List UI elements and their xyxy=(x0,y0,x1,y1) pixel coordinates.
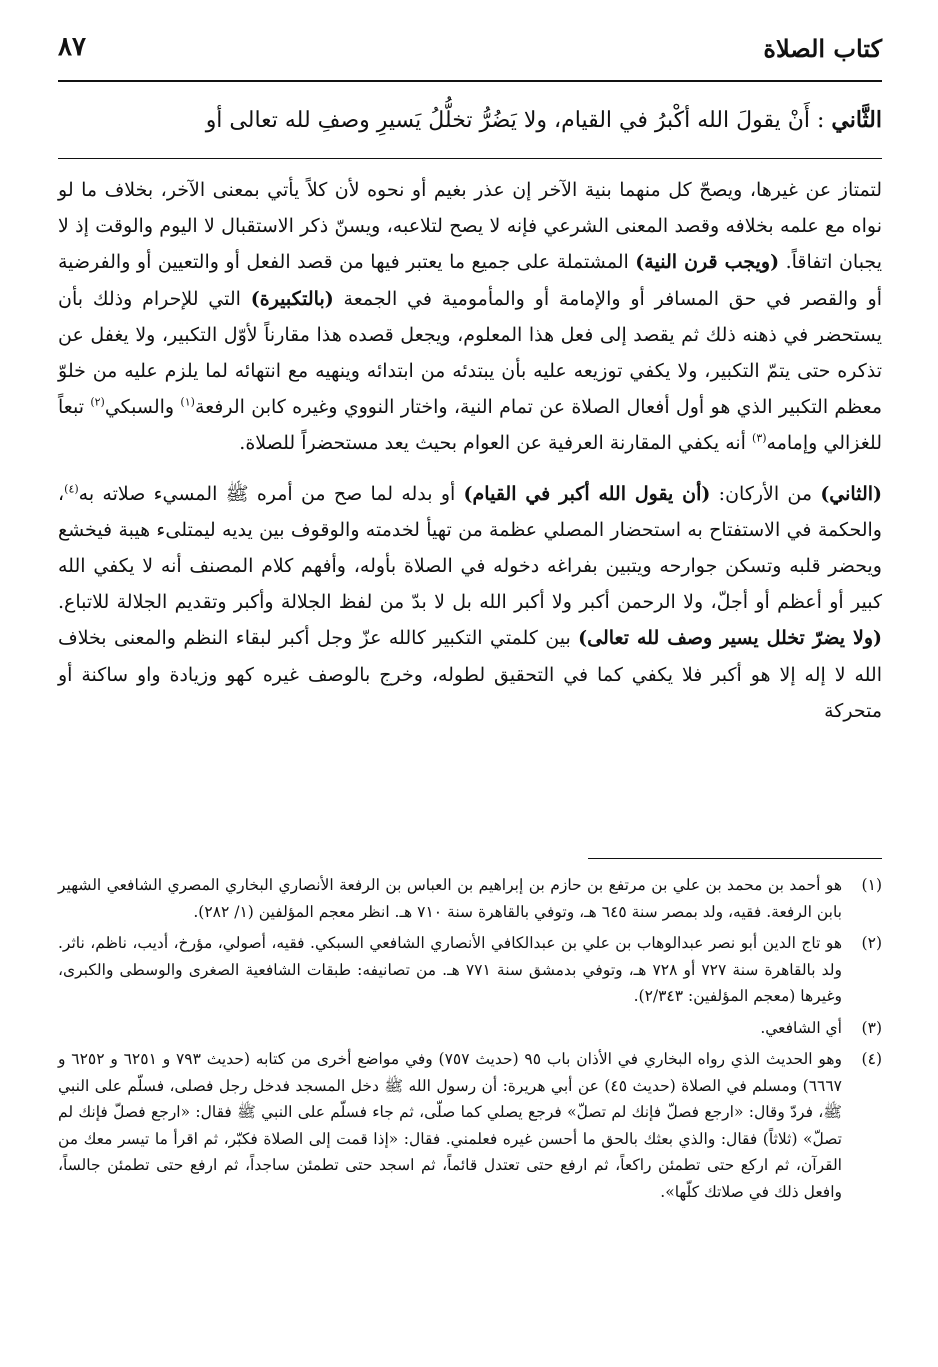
footnote-text: هو تاج الدين أبو نصر عبدالوهاب بن علي بن عبدالكافي الأنصاري الشافعي السبكي. فقيه، أصولي، مؤرخ، أديب، ناظم، ناثر. ولد بالقاهرة سنة ٧٢٧ أو ٧٢٨ هـ، وتوفي بدمشق سنة ٧٧١ هـ. من تصانيفه: طبقات الشافعية الصغرى والوسطى والكبرى، وغيرها (معجم المؤلفين: ٢/٣٤٣). xyxy=(58,934,842,1005)
text-segment: لتمتاز عن غيرها، ويصحّ كل منهما بنية الآخر إن عذر بغيم أو نحوه لأن كلاً يأتي بمعنى الآخر، بخلاف ما لو نواه مع علمه بخلافه وقصد المعنى الشرعي فإنه لا يصح لتلاعبه، ويسنّ ذكر الاستقبال لا اليوم والوقت إذ لا يجبان اتفاقاً. xyxy=(58,179,882,274)
footnote-ref[interactable]: (٤) xyxy=(64,482,79,496)
commentary-paragraph xyxy=(58,476,882,729)
footnote xyxy=(58,930,882,1010)
text-segment: المشتملة على جميع ما يعتبر فيها من قصد الفعل أو والتعيين أو والفرضية أو والقصر في حق المسافر أو والإمامة أو والمأمومية في الجمعة xyxy=(58,251,882,310)
text-segment: والسبكي xyxy=(104,396,175,419)
footnote-number: (١) xyxy=(861,876,882,894)
commentary-paragraph xyxy=(58,172,882,462)
footnote-number: (٢) xyxy=(861,934,882,952)
footnote xyxy=(58,1015,882,1042)
page-header xyxy=(58,30,882,70)
footnote-number: (٣) xyxy=(861,1018,882,1037)
book-page xyxy=(58,0,882,1367)
footnote-number: (٤) xyxy=(861,1050,882,1068)
quoted-matn: (ولا يضرّ تخلل يسير وصف لله تعالى) xyxy=(578,627,882,650)
page-number: ٨٧ xyxy=(58,32,86,62)
header-rule xyxy=(58,80,882,82)
page-title: كتاب الصلاة xyxy=(763,34,882,63)
matn-body: : أَنْ يقولَ الله أكْبرُ في القيام، ولا يَضُرُّ تخلُّلُ يَسيرِ وصفِ لله تعالى أو xyxy=(205,108,825,133)
matn-rule xyxy=(58,158,882,159)
footnote-separator xyxy=(588,858,882,859)
text-segment: أو بدله لما صح من أمره ﷺ المسيء صلاته به xyxy=(78,482,456,505)
footnote xyxy=(58,872,882,925)
text-segment: بين كلمتي التكبير كالله عزّ وجل أكبر لبقاء النظم والمعنى بخلاف الله لا إله إلا هو أكبر فلا يكفي كما في التحقيق لطوله، وخرج بالوصف غيره كهو وزيادة واو ساكنة أو متحركة xyxy=(58,627,882,722)
matn-keyword: الثَّاني xyxy=(831,107,882,133)
matn-text xyxy=(58,100,882,141)
commentary xyxy=(58,172,882,729)
footnote-text: أي الشافعي. xyxy=(760,1018,842,1037)
text-segment: ، والحكمة في الاستفتاح به استحضار المصلي عظمة من تهيأ لخدمته والوقوف بين يديه ليمتلىء هيبة فيخشع ويحضر قلبه وتسكن جوارحه ويتبين بفراغه دخوله في الصلاة بأوله، وأفهم كلام المصنف أنه لا يكفي الله كبير أو أعظم أو أجلّ، ولا الرحمن أكبر ولا أكبر الله بل لا بدّ من لفظ الجلالة وأكبر وتقديم الجلالة للاتباع. xyxy=(58,482,882,614)
footnote-ref[interactable]: (٣) xyxy=(752,432,767,446)
text-segment: أنه يكفي المقارنة العرفية عن العوام بحيث يعد مستحضراً للصلاة. xyxy=(239,432,746,455)
footnote-ref[interactable]: (١) xyxy=(180,395,195,409)
footnote xyxy=(58,1046,882,1205)
text-segment: تبعاً للغزالي وإمامه xyxy=(58,396,882,455)
quoted-matn: (بالتكبيرة) xyxy=(250,287,334,310)
footnote-text: وهو الحديث الذي رواه البخاري في الأذان باب ٩٥ (حديث ٧٥٧) وفي مواضع أخرى من كتابه (حديث ٧٩٣ و ٦٢٥١ و ٦٢٥٢ و ٦٦٦٧) ومسلم في الصلاة (حديث ٤٥) عن أبي هريرة: أن رسول الله ﷺ دخل المسجد فدخل رجل فصلى، فسلّم على النبي ﷺ، فردّ وقال: «ارجع فصلّ فإنك لم تصلّ» فرجع يصلي كما صلّى، ثم جاء فسلّم على النبي ﷺ فقال: «ارجع فصلّ فإنك لم تصلّ» (ثلاثاً) فقال: والذي بعثك بالحق ما أحسن غيره فعلمني. فقال: «إذا قمت إلى الصلاة فكبّر، ثم اقرأ ما تيسر معك من القرآن، ثم اركع حتى تطمئن راكعاً، ثم ارفع حتى تعتدل قائماً، ثم اسجد حتى تطمئن ساجداً، ثم ارفع حتى تطمئن جالساً، وافعل ذلك في صلاتك كلّها». xyxy=(58,1050,843,1201)
quoted-matn: (أن يقول الله أكبر في القيام) xyxy=(463,482,711,505)
footnotes xyxy=(58,872,882,1210)
footnote-text: هو أحمد بن محمد بن علي بن مرتفع بن حازم بن إبراهيم بن العباس بن الرفعة الأنصاري البخاري المصري الشافعي الشهير بابن الرفعة. فقيه، ولد بمصر سنة ٦٤٥ هـ، وتوفي بالقاهرة سنة ٧١٠ هـ. انظر معجم المؤلفين (١/ ٢٨٢). xyxy=(58,876,842,921)
text-segment: من الأركان: xyxy=(718,482,813,505)
footnote-ref[interactable]: (٢) xyxy=(90,395,105,409)
quoted-matn: (ويجب قرن النية) xyxy=(635,251,780,274)
quoted-matn: (الثاني) xyxy=(820,482,883,505)
text-segment: التي للإحرام وذلك بأن يستحضر في ذهنه ذلك ثم يقصد إلى فعل هذا المعلوم، ويجعل قصده هذا مقارناً لأوّل التكبير، ولا يغفل عن تذكره حتى يتمّ التكبير، ولا يكفي توزيعه عليه بأن يبتدئه من ابتدائه وينهيه مع انتهائه لما يلزم عليه من خلوّ معظم التكبير الذي هو أول أفعال الصلاة عن تمام النية، واختار النووي وغيره كابن الرفعة xyxy=(58,287,883,419)
